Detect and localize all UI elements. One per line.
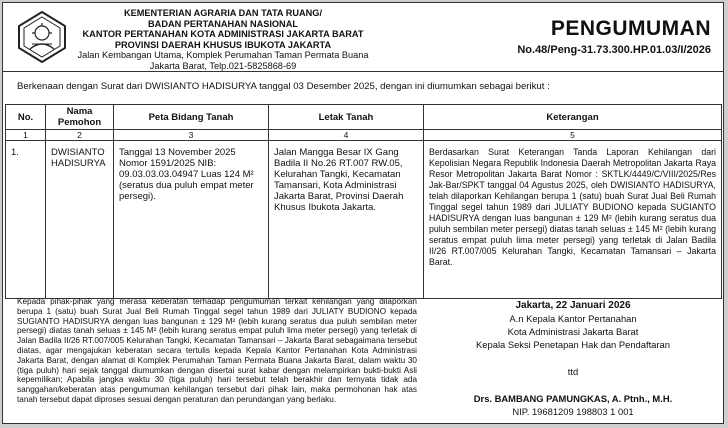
col-index: 4 <box>269 130 424 141</box>
col-index: 5 <box>424 130 722 141</box>
table-header-row <box>6 105 722 130</box>
col-index: 3 <box>114 130 269 141</box>
ttd-mark: ttd <box>567 366 579 377</box>
header-peta: Peta Bidang Tanah <box>114 105 269 130</box>
header-letak: Letak Tanah <box>269 105 424 130</box>
cell-keterangan: Berdasarkan Surat Keterangan Tanda Laporan Kehilangan dari Kepolisian Negara Republik Indonesia Daerah Metropolitan Jakarta Raya Resor Metropolitan Jakarta Barat Nomor : SKTLK/4449/C/VIII/2025/Res Jak-Bar/SPKT tanggal 04 Agustus 2025, oleh DWISIANTO HADISURYA, telah dilaporkan Kehilangan berupa 1 (satu) buah Surat Jual Beli Rumah Tinggal segel tahun 1989 dari JULIATY BUDIONO kepada SUGIANTO HADISURYA dengan luas bangunan ± 129 M² (lebih kurang seratus dua puluh sembilan meter persegi) diatas tanah seluas ± 145 M² (lebih kurang seratus empat puluh lima meter persegi) yang terletak di Jalan Badila II/26 RT.007/005 Kelurahan Tangki, Kecamatan Tamansari – Jakarta Barat. <box>424 141 722 299</box>
bpn-logo-icon <box>17 11 67 63</box>
address-line-2: Jakarta Barat, Telp.021-5825868-69 <box>149 60 297 71</box>
header-nama: Nama Pemohon <box>46 105 114 130</box>
title-block <box>517 17 711 56</box>
header-keterangan: Keterangan <box>424 105 722 130</box>
letterhead <box>3 3 724 72</box>
signer-nip: NIP. 19681209 198803 1 001 <box>512 406 634 417</box>
header-no: No. <box>6 105 46 130</box>
org-line-1: KEMENTERIAN AGRARIA DAN TATA RUANG/ <box>123 8 323 18</box>
page-title: PENGUMUMAN <box>550 17 711 40</box>
organization-block <box>73 8 373 72</box>
announcement-number: No.48/Peng-31.73.300.HP.01.03/I/2026 <box>517 44 711 56</box>
sign-line-3: Kepala Seksi Penetapan Hak dan Pendaftaran <box>476 339 670 350</box>
sign-date: Jakarta, 22 Januari 2026 <box>515 300 631 311</box>
intro-text: Berkenaan dengan Surat dari DWISIANTO HADISURYA tanggal 03 Desember 2025, dengan ini diumumkan sebagai berikut : <box>17 81 550 92</box>
address-line-1: Jalan Kembangan Utama, Komplek Perumahan Taman Permata Buana <box>77 50 369 61</box>
col-index: 1 <box>6 130 46 141</box>
cell-letak: Jalan Mangga Besar IX Gang Badila II No.26 RT.007 RW.05, Kelurahan Tangki, Kecamatan Tamansari, Kota Administrasi Jakarta Barat, Provinsi Daerah Khusus Ibukota Jakarta. <box>269 141 424 299</box>
cell-no: 1. <box>6 141 46 299</box>
org-line-3: KANTOR PERTANAHAN KOTA ADMINISTRASI JAKARTA BARAT <box>82 29 364 40</box>
sign-line-2: Kota Administrasi Jakarta Barat <box>507 326 639 337</box>
signer-name: Drs. BAMBANG PAMUNGKAS, A. Ptnh., M.H. <box>473 393 673 404</box>
signature-block <box>433 299 713 418</box>
announcement-table <box>5 104 722 299</box>
col-index: 2 <box>46 130 114 141</box>
table-row <box>6 141 722 299</box>
sign-line-1: A.n Kepala Kantor Pertanahan <box>509 313 637 324</box>
org-line-2: BADAN PERTANAHAN NASIONAL <box>148 18 298 29</box>
org-line-4: PROVINSI DAERAH KHUSUS IBUKOTA JAKARTA <box>114 39 332 50</box>
cell-nama: DWISIANTO HADISURYA <box>46 141 114 299</box>
column-index-row <box>6 130 722 141</box>
cell-peta: Tanggal 13 November 2025 Nomor 1591/2025 NIB: 09.03.03.03.04947 Luas 124 M² (seratus dua puluh empat meter persegi). <box>114 141 269 299</box>
objection-notice: Kepada pihak-pihak yang merasa keberatan terhadap pengumuman terkait kehilangan yang dilaporkan berupa 1 (satu) buah Surat Jual Beli Rumah Tinggal segel tahun 1989 dari JULIATY BUDIONO kepada SUGIANTO HADISURYA dengan luas bangunan ± 129 M² (lebih kurang seratus dua puluh sembilan meter persegi) diatas tanah seluas ± 145 M² (lebih kurang seratus empat puluh lima meter persegi) yang terletak di Jalan Badila II/26 RT.007/005 Kelurahan Tangki, Kecamatan Tamansari – Jakarta Barat sebagaimana tersebut diatas, agar mengajukan keberatan secara tertulis kepada Kepala Kantor Pertanahan Kota Administrasi Jakarta Barat, dengan alamat di Komplek Perumahan Taman Permata Buana Jakarta Barat, dalam waktu 30 (tiga puluh) hari sejak tanggal diumumkan dengan disertai surat kabar dengan melampirkan bukti-bukti Asli kepemilikan; Apabila jangka waktu 30 (tiga puluh) hari tersebut telah berakhir dan ternyata tidak ada sanggahan/keberatan atas pengumuman kehilangan tersebut dari pihak lain, maka permohonan hak atas tanah tersebut dapat diproses sesuai dengan peraturan dan perundangan yang berlaku. <box>17 297 417 404</box>
announcement-page <box>2 2 724 424</box>
